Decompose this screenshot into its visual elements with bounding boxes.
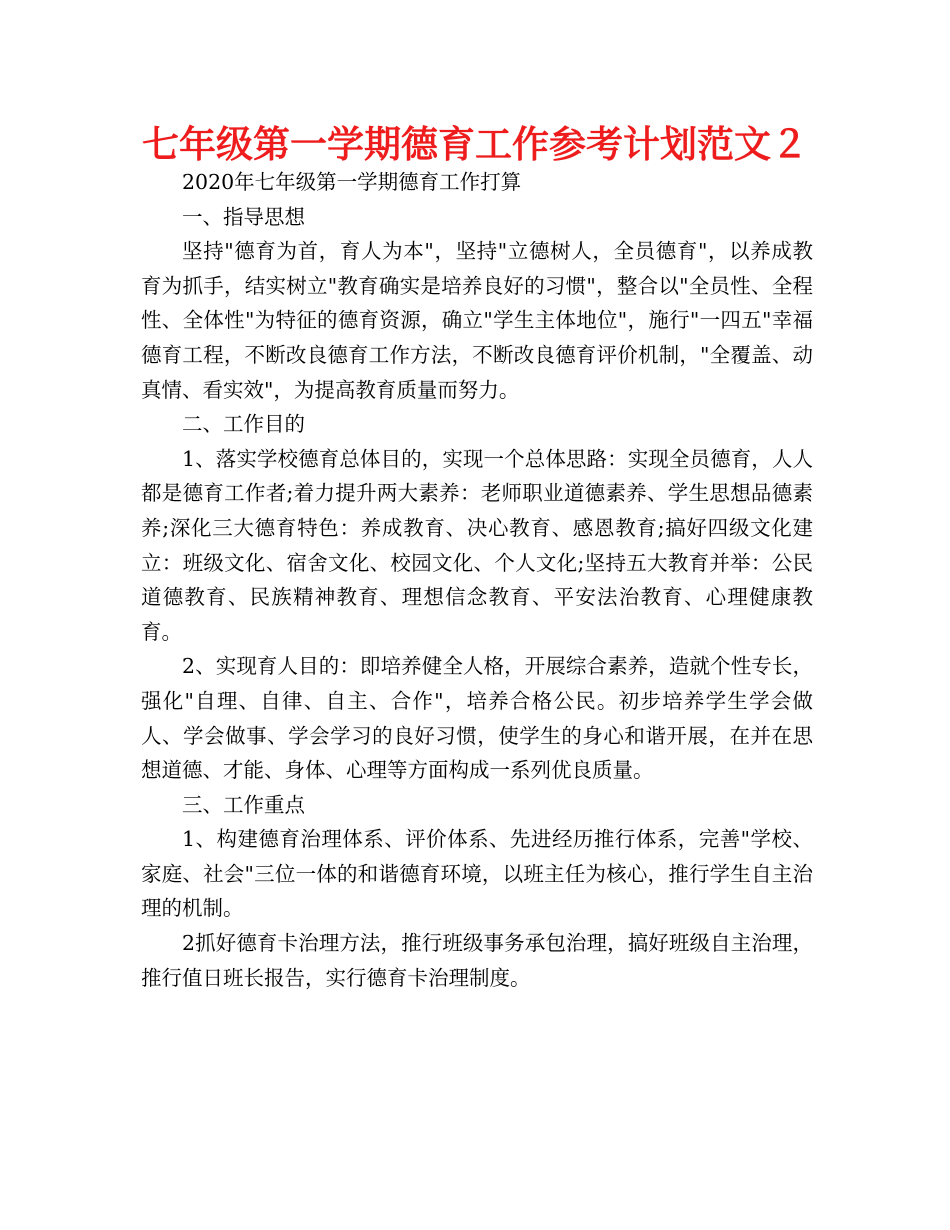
document-subtitle: 2020年七年级第一学期德育工作打算 [182, 170, 522, 194]
body-paragraph: 2抓好德育卡治理方法，推行班级事务承包治理，搞好班级自主治理，推行值日班长报告，实行德育卡治理制度。 [141, 931, 813, 990]
body-paragraph: 1、落实学校德育总体目的，实现一个总体思路：实现全员德育，人人都是德育工作者;着力提升两大素养：老师职业道德素养、学生思想品德素养;深化三大德育特色：养成教育、决心教育、感恩教育;搞好四级文化建立：班级文化、宿舍文化、校园文化、个人文化;坚持五大教育并举：公民道德教育、民族精神教育、理想信念教育、平安法治教育、心理健康教育。 [141, 446, 813, 644]
body-paragraph: 1、构建德育治理体系、评价体系、先进经历推行体系，完善"学校、家庭、社会"三位一体的和谐德育环境，以班主任为核心，推行学生自主治理的机制。 [141, 827, 813, 921]
document-body [141, 165, 813, 995]
section-heading: 三、工作重点 [182, 792, 305, 817]
body-paragraph: 2、实现育人目的：即培养健全人格，开展综合素养，造就个性专长，强化"自理、自律、自主、合作"，培养合格公民。初步培养学生学会做人、学会做事、学会学习的良好习惯，使学生的身心和谐开展，在并在思想道德、才能、身体、心理等方面构成一系列优良质量。 [141, 654, 813, 783]
section-heading: 一、指导思想 [182, 204, 305, 229]
body-paragraph: 坚持"德育为首，育人为本"，坚持"立德树人，全员德育"，以养成教育为抓手，结实树立"教育确实是培养良好的习惯"，整合以"全员性、全程性、全体性"为特征的德育资源，确立"学生主体地位"，施行"一四五"幸福德育工程，不断改良德育工作方法，不断改良德育评价机制，"全覆盖、动真情、看实效"，为提高教育质量而努力。 [141, 239, 813, 402]
document-title: 七年级第一学期德育工作参考计划范文２ [142, 123, 808, 166]
section-heading: 二、工作目的 [182, 412, 305, 437]
